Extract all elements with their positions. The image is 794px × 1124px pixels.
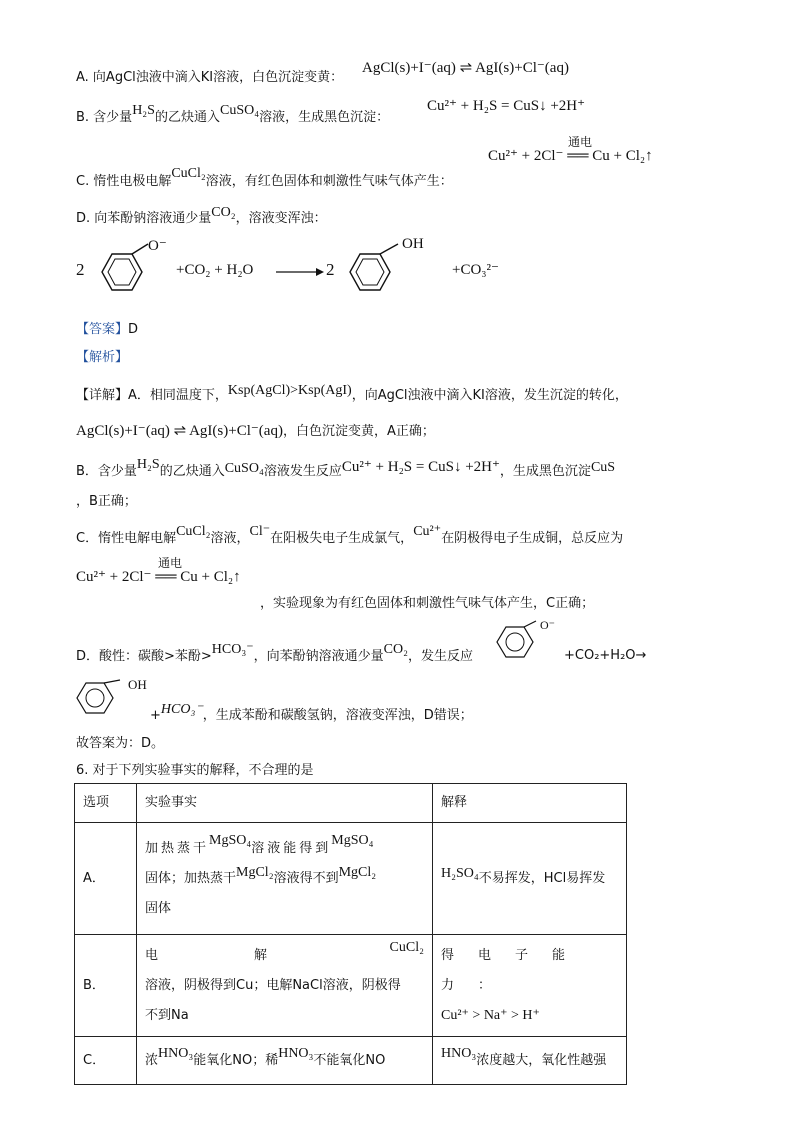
detail-c-4: 在阴极得电子生成铜，总反应为	[441, 531, 624, 546]
option-d-oh: OH	[402, 236, 424, 252]
table-header-row	[75, 784, 627, 823]
row-c-fact-f2: HNO₃	[278, 1045, 314, 1061]
option-b-text-1: B. 含少量	[76, 110, 133, 125]
option-b-h2s: H₂S	[132, 103, 155, 118]
detail-d-3: ，发生反应	[408, 649, 474, 664]
row-a-option: A．	[75, 823, 137, 935]
detail-c-1: C．惰性电解电解	[76, 531, 177, 546]
option-c-equation: Cu²⁺ + 2Cl⁻ ══ Cu + Cl₂↑	[488, 148, 653, 164]
detail-a-ksp: Ksp(AgCl)>Ksp(AgI)	[227, 383, 352, 398]
row-a-fact-f2: MgSO₄	[331, 832, 374, 848]
row-b-fact-1: 电解	[145, 947, 364, 963]
detail-c-2: 溶液，	[210, 531, 250, 546]
header-explanation: 解释	[433, 784, 627, 823]
detail-d-co2: CO₂	[383, 642, 408, 657]
option-d-o-minus: O⁻	[148, 238, 167, 254]
detail-c-condition: 通电	[158, 556, 183, 570]
detail-c-3: 在阳极失电子生成氯气，	[270, 531, 414, 546]
detail-d-5: +	[150, 708, 161, 723]
detail-d-2: ，向苯酚钠溶液通少量	[253, 649, 384, 664]
question-6-title: 6. 对于下列实验事实的解释，不合理的是	[76, 763, 314, 778]
detail-d-line-1	[76, 642, 474, 665]
option-c-line	[76, 166, 453, 190]
option-d-text-1: D. 向苯酚钠溶液通少量	[76, 211, 212, 226]
option-b-text-3: 溶液，生成黑色沉淀：	[259, 110, 390, 125]
row-a-fact-5: 固体	[145, 900, 172, 916]
detail-b-4: ，生成黑色沉淀	[499, 464, 591, 479]
row-b-fact-3: 不到Na	[145, 1007, 189, 1023]
option-b-equation: Cu²⁺ + H₂S = CuS↓ +2H⁺	[427, 98, 586, 114]
row-a-expl-formula: H₂SO₄	[441, 865, 479, 881]
detail-c-5: ，实验现象为有红色固体和刺激性气味气体产生，C正确；	[260, 596, 595, 611]
conclusion: 故答案为：D。	[76, 736, 165, 751]
detail-c-equation: Cu²⁺ + 2Cl⁻ ══ Cu + Cl₂↑	[76, 569, 241, 585]
row-c-expl: 浓度越大，氧化性越强	[476, 1052, 607, 1068]
row-b-explanation	[433, 935, 627, 1037]
option-b-text-2: 的乙炔通入	[154, 110, 220, 125]
row-c-fact-2: 能氧化NO；稀	[193, 1052, 279, 1068]
question-6-table	[74, 783, 627, 1085]
detail-a-line-2	[76, 420, 435, 440]
row-b-fact	[137, 935, 433, 1037]
answer-label: 【答案】	[76, 322, 129, 337]
row-a-fact	[137, 823, 433, 935]
table-row	[75, 1037, 627, 1085]
row-c-fact	[137, 1037, 433, 1085]
option-d-eq-end: +CO₃²⁻	[452, 262, 499, 278]
option-c-cucl2: CuCl₂	[171, 166, 206, 181]
row-a-fact-2: 溶液能得到	[251, 840, 332, 856]
table-row	[75, 935, 627, 1037]
detail-d-hco3: HCO₃⁻	[211, 642, 254, 657]
row-a-fact-f1: MgSO₄	[209, 832, 252, 848]
header-fact: 实验事实	[137, 784, 433, 823]
detail-d-o-minus: O⁻	[540, 618, 555, 632]
detail-b-5: ，B正确；	[76, 494, 137, 509]
detail-d-4: +CO₂+H₂O→	[564, 648, 647, 663]
option-d-coef-2: 2	[326, 260, 335, 279]
detail-b-cuso4: CuSO₄	[224, 461, 264, 476]
header-option: 选项	[75, 784, 137, 823]
answer-line	[76, 318, 138, 337]
option-d-coef-1: 2	[76, 260, 85, 279]
option-d-line	[76, 207, 327, 227]
option-a-text: A. 向AgCl浊液中滴入KI溶液，白色沉淀变黄：	[76, 70, 344, 85]
row-b-option: B．	[75, 935, 137, 1037]
detail-c-line-1	[76, 524, 624, 547]
detail-a-2: ，向AgCl浊液中滴入KI溶液，发生沉淀的转化，	[351, 388, 628, 403]
row-a-fact-f4: MgCl₂	[338, 864, 377, 880]
row-a-fact-4: 溶液得不到	[273, 870, 339, 886]
option-c-text-1: C. 惰性电极电解	[76, 174, 172, 189]
detail-d-1: D．酸性：碳酸>苯酚>	[76, 649, 212, 664]
option-c-text-2: 溶液，有红色固体和刺激性气味气体产生：	[205, 174, 453, 189]
row-c-fact-1: 浓	[145, 1052, 159, 1068]
detail-b-2: 的乙炔通入	[159, 464, 225, 479]
row-b-fact-2: 溶液，阴极得到Cu；电解NaCl溶液，阴极得	[145, 977, 401, 993]
row-a-fact-f3: MgCl₂	[236, 864, 274, 880]
detail-a-3: ，白色沉淀变黄，A正确；	[282, 424, 435, 439]
row-a-expl: 不易挥发，HCl易挥发	[478, 870, 606, 886]
detail-b-equation: Cu²⁺ + H₂S = CuS↓ +2H⁺	[341, 459, 500, 475]
detail-b-line-1	[76, 457, 616, 480]
detail-d-hco3b: HCO₃⁻	[160, 702, 203, 717]
detail-b-3: 溶液发生反应	[263, 464, 342, 479]
option-c-condition: 通电	[568, 135, 593, 149]
detail-d-line-2	[150, 704, 473, 724]
row-a-fact-3: 固体；加热蒸干	[145, 870, 237, 886]
detail-label: 【详解】	[76, 388, 129, 403]
option-d-co2: CO₂	[211, 205, 236, 220]
row-c-option: C．	[75, 1037, 137, 1085]
option-b-cuso4: CuSO₄	[219, 103, 260, 118]
detail-b-cus: CuS	[590, 460, 616, 475]
analysis-label: 【解析】	[76, 350, 129, 365]
detail-a-line-1	[76, 384, 628, 404]
detail-a-1: A．相同温度下，	[128, 388, 228, 403]
row-c-fact-3: 不能氧化NO	[313, 1052, 386, 1068]
detail-b-h2s: H₂S	[136, 457, 160, 472]
detail-b-1: B．含少量	[76, 464, 137, 479]
detail-d-oh: OH	[128, 677, 147, 692]
row-b-expl-formula: Cu²⁺ > Na⁺ > H⁺	[441, 1007, 540, 1023]
detail-c-cucl2: CuCl₂	[176, 524, 211, 539]
detail-a-equation: AgCl(s)+I⁻(aq) ⇌ AgI(s)+Cl⁻(aq)	[76, 423, 283, 439]
detail-c-cl: Cl⁻	[249, 524, 271, 539]
table-row	[75, 823, 627, 935]
answer-value: D	[128, 322, 139, 337]
option-b-line	[76, 103, 390, 126]
reaction-arrow-icon	[276, 266, 324, 278]
option-a-equation: AgCl(s)+I⁻(aq) ⇌ AgI(s)+Cl⁻(aq)	[362, 60, 569, 76]
detail-c-cu: Cu²⁺	[413, 524, 442, 539]
row-a-fact-1: 加热蒸干	[145, 840, 210, 856]
row-a-explanation	[433, 823, 627, 935]
row-c-expl-formula: HNO₃	[441, 1045, 477, 1061]
option-d-eq-mid: +CO₂ + H₂O	[176, 262, 254, 278]
row-b-fact-f1: CuCl₂	[389, 939, 424, 955]
row-c-explanation	[433, 1037, 627, 1085]
option-d-text-2: ，溶液变浑浊：	[235, 211, 327, 226]
detail-d-6: ，生成苯酚和碳酸氢钠，溶液变浑浊，D错误；	[202, 708, 473, 723]
row-b-expl: 得电子能力：	[441, 947, 590, 993]
row-c-fact-f1: HNO₃	[158, 1045, 194, 1061]
